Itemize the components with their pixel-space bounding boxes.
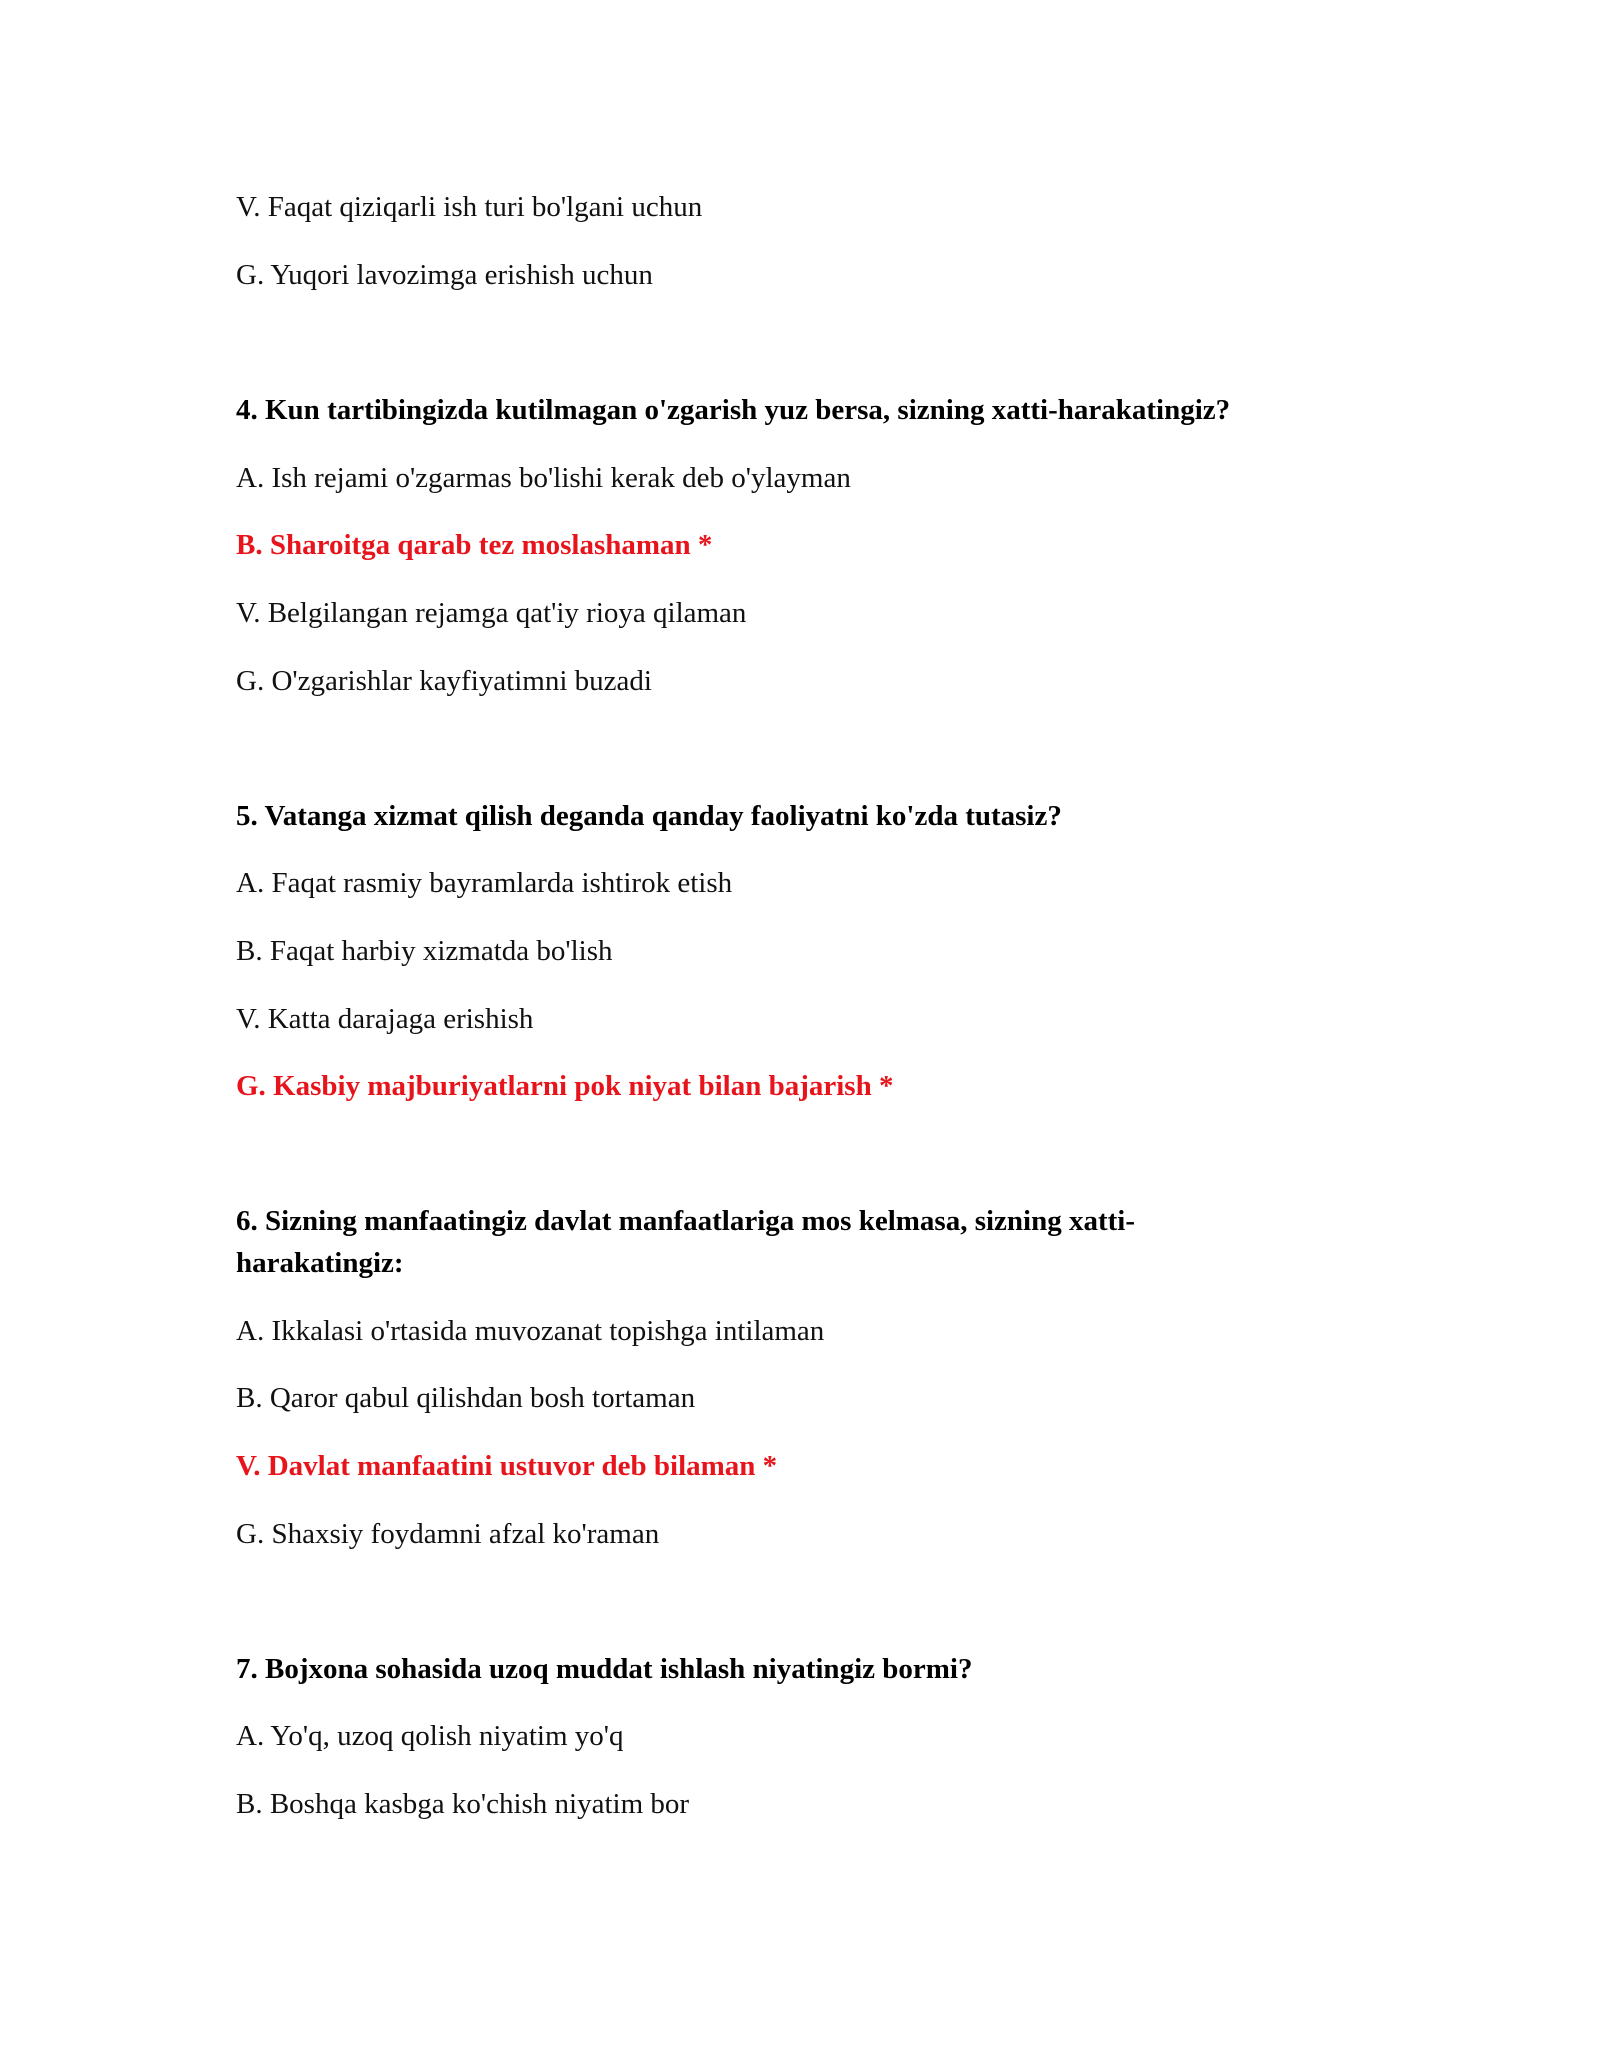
q7-question: 7. Bojxona sohasida uzoq muddat ishlash niyatingiz bormi? (236, 1653, 973, 1685)
q5-option-b: B. Faqat harbiy xizmatda bo'lish (236, 935, 613, 967)
q3-option-g: G. Yuqori lavozimga erishish uchun (236, 259, 653, 291)
q3-option-v: V. Faqat qiziqarli ish turi bo'lgani uchun (236, 191, 703, 223)
q5-option-v: V. Katta darajaga erishish (236, 1003, 534, 1035)
q5-question: 5. Vatanga xizmat qilish deganda qanday faoliyatni ko'zda tutasiz? (236, 800, 1062, 832)
q4-question: 4. Kun tartibingizda kutilmagan o'zgarish yuz bersa, sizning xatti-harakatingiz? (236, 394, 1231, 426)
q6-question-line2: harakatingiz: (236, 1247, 404, 1279)
q4-option-a: A. Ish rejami o'zgarmas bo'lishi kerak deb o'ylayman (236, 462, 851, 494)
q7-option-b: B. Boshqa kasbga ko'chish niyatim bor (236, 1788, 690, 1820)
q5-option-a: A. Faqat rasmiy bayramlarda ishtirok etish (236, 867, 733, 899)
q4-option-v: V. Belgilangan rejamga qat'iy rioya qilaman (236, 597, 747, 629)
q6-option-g: G. Shaxsiy foydamni afzal ko'raman (236, 1518, 660, 1550)
q7-option-a: A. Yo'q, uzoq qolish niyatim yo'q (236, 1720, 624, 1752)
q4-option-b-correct: B. Sharoitga qarab tez moslashaman * (236, 529, 713, 561)
q6-option-b: B. Qaror qabul qilishdan bosh tortaman (236, 1382, 696, 1414)
q5-option-g-correct: G. Kasbiy majburiyatlarni pok niyat bilan bajarish * (236, 1070, 894, 1102)
q6-option-a: A. Ikkalasi o'rtasida muvozanat topishga intilaman (236, 1315, 825, 1347)
q6-question-line1: 6. Sizning manfaatingiz davlat manfaatlariga mos kelmasa, sizning xatti- (236, 1205, 1136, 1237)
q6-option-v-correct: V. Davlat manfaatini ustuvor deb bilaman * (236, 1450, 778, 1482)
q4-option-g: G. O'zgarishlar kayfiyatimni buzadi (236, 665, 652, 697)
